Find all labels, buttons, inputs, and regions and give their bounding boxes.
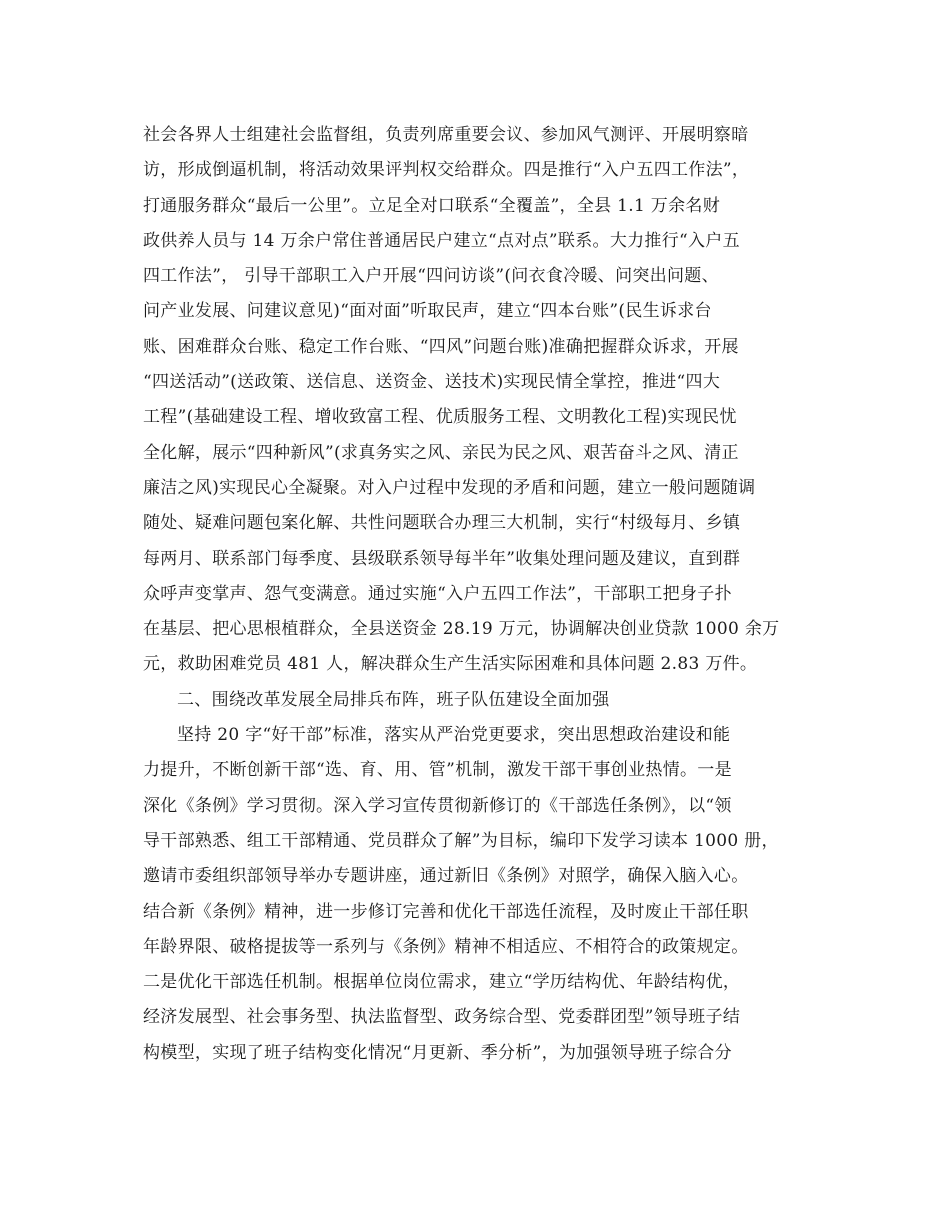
text-line: 深化《条例》学习贯彻。深入学习宣传贯彻新修订的《干部选任条例》，以“领 — [143, 795, 732, 816]
text-line: 全化解，展示“四种新风”(求真务实之风、亲民为民之风、艰苦奋斗之风、清正 — [143, 442, 739, 463]
text-line: “四送活动”(送政策、送信息、送资金、送技术)实现民情全掌控，推进“四大 — [143, 372, 721, 393]
text-line: 社会各界人士组建社会监督组，负责列席重要会议、参加风气测评、开展明察暗 — [143, 125, 749, 145]
text-line: 访，形成倒逼机制，将活动效果评判权交给群众。四是推行“入户五四工作法”， — [143, 160, 750, 181]
document-body — [143, 118, 823, 1071]
text-line: 经济发展型、社会事务型、执法监督型、政务综合型、党委群团型”领导班子结 — [143, 1007, 741, 1028]
text-line: 坚持 20 字“好干部”标准，落实从严治党更要求，突出思想政治建设和能 — [177, 725, 731, 746]
text-line: 在基层、把心思根植群众，全县送资金 28.19 万元，协调解决创业贷款 1000 余万 — [143, 619, 780, 640]
text-line: 问产业发展、问建议意见)“面对面”听取民声，建立“四本台账”(民生诉求台 — [143, 301, 712, 322]
text-line: 随处、疑难问题包案化解、共性问题联合办理三大机制，实行“村级每月、乡镇 — [143, 513, 741, 534]
text-line: 工程”(基础建设工程、增收致富工程、优质服务工程、文明教化工程)实现民忧 — [143, 407, 737, 428]
text-line: 打通服务群众“最后一公里”。立足全对口联系“全覆盖”，全县 1.1 万余名财 — [143, 195, 721, 216]
text-line: 二、围绕改革发展全局排兵布阵，班子队伍建设全面加强 — [177, 689, 610, 710]
text-line: 年龄界限、破格提拔等一系列与《条例》精神不相适应、不相符合的政策规定。 — [143, 936, 749, 957]
text-line: 每两月、联系部门每季度、县级联系领导每半年”收集处理问题及建议，直到群 — [143, 548, 741, 569]
text-line: 政供养人员与 14 万余户常住普通居民户建立“点对点”联系。大力推行“入户五 — [143, 230, 740, 251]
text-line: 结合新《条例》精神，进一步修订完善和优化干部选任流程，及时废止干部任职 — [143, 901, 749, 922]
text-line: 力提升，不断创新干部“选、育、用、管”机制，激发干部干事创业热情。一是 — [143, 760, 732, 781]
text-line: 账、困难群众台账、稳定工作台账、“四风”问题台账)准确把握群众诉求，开展 — [143, 336, 739, 357]
text-line: 二是优化干部选任机制。根据单位岗位需求，建立“学历结构优、年龄结构优， — [143, 972, 741, 993]
text-line: 四工作法”， 引导干部职工入户开展“四问访谈”(问衣食冷暖、问突出问题、 — [143, 266, 719, 287]
text-line: 导干部熟悉、组工干部精通、党员群众了解”为目标，编印下发学习读本 1000 册， — [143, 830, 779, 851]
text-line: 元，救助困难党员 481 人，解决群众生产生活实际困难和具体问题 2.83 万件。 — [143, 654, 758, 675]
text-line: 构模型，实现了班子结构变化情况“月更新、季分析”，为加强领导班子综合分 — [143, 1042, 732, 1063]
text-line: 邀请市委组织部领导举办专题讲座，通过新旧《条例》对照学，确保入脑入心。 — [143, 866, 749, 887]
text-line: 廉洁之风)实现民心全凝聚。对入户过程中发现的矛盾和问题，建立一般问题随调 — [143, 477, 756, 498]
text-line: 众呼声变掌声、怨气变满意。通过实施“入户五四工作法”，干部职工把身子扑 — [143, 583, 732, 604]
